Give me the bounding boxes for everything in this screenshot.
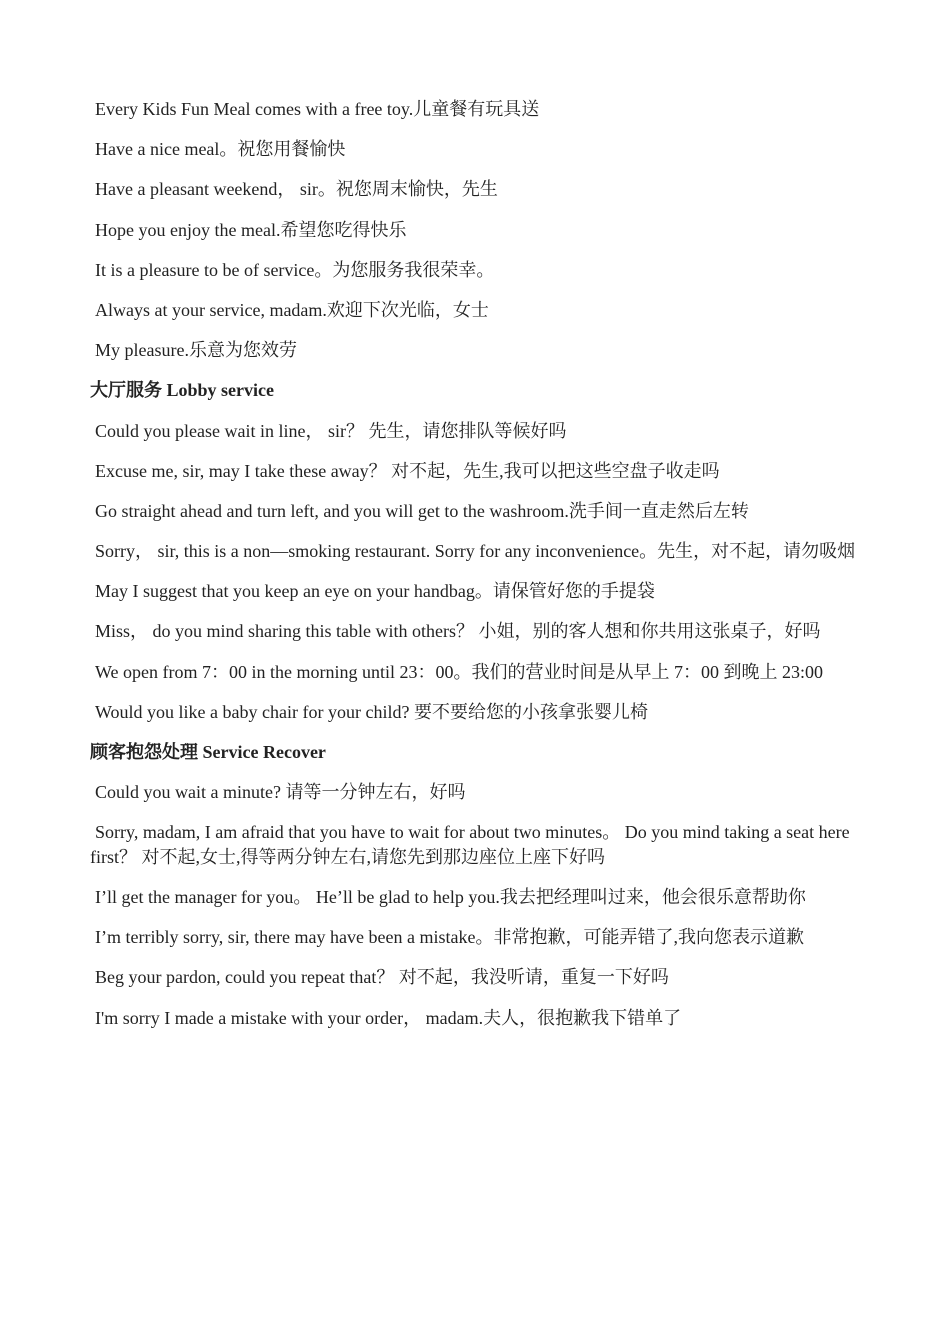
- document-page: [90, 97, 860, 1046]
- phrase-line: Miss， do you mind sharing this table with others？ 小姐，别的客人想和你共用这张桌子，好吗: [95, 621, 821, 642]
- phrase-line: My pleasure.乐意为您效劳: [95, 340, 297, 361]
- phrase-line: Hope you enjoy the meal.希望您吃得快乐: [95, 219, 407, 240]
- phrase-line: Excuse me, sir, may I take these away？ 对不起，先生,我可以把这些空盘子收走吗: [95, 460, 720, 481]
- phrase-line: Sorry, madam, I am afraid that you have to wait for about two minutes。 Do you mind taking a seat here first？ 对不起,女士,得等两分钟左右,请您先到那边座位上座下好吗: [90, 822, 850, 867]
- phrase-line: Have a pleasant weekend， sir。祝您周末愉快，先生: [95, 179, 498, 200]
- phrase-line: We open from 7：00 in the morning until 23：00。我们的营业时间是从早上 7：00 到晚上 23:00: [95, 661, 824, 682]
- phrase-line: Could you wait a minute? 请等一分钟左右，好吗: [95, 782, 466, 803]
- phrase-line: I’ll get the manager for you。 He’ll be glad to help you.我去把经理叫过来，他会很乐意帮助你: [95, 887, 806, 908]
- phrase-line: Beg your pardon, could you repeat that？ 对不起，我没听请，重复一下好吗: [95, 967, 669, 988]
- phrase-line: Always at your service, madam.欢迎下次光临，女士: [95, 299, 489, 320]
- phrase-line: Sorry， sir, this is a non—smoking restaurant. Sorry for any inconvenience。先生，对不起，请勿吸烟: [95, 541, 856, 562]
- phrase-line: It is a pleasure to be of service。为您服务我很荣幸。: [95, 259, 495, 280]
- section-heading-lobby-service: 大厅服务 Lobby service: [90, 380, 274, 401]
- section-heading-service-recover: 顾客抱怨处理 Service Recover: [90, 742, 326, 762]
- phrase-line: I'm sorry I made a mistake with your order， madam.夫人，很抱歉我下错单了: [95, 1007, 682, 1028]
- phrase-line: Go straight ahead and turn left, and you will get to the washroom.洗手间一直走然后左转: [95, 500, 749, 521]
- phrase-line: Would you like a baby chair for your child? 要不要给您的小孩拿张婴儿椅: [95, 701, 648, 722]
- phrase-line: I’m terribly sorry, sir, there may have been a mistake。非常抱歉，可能弄错了,我向您表示道歉: [95, 927, 804, 948]
- phrase-line: May I suggest that you keep an eye on your handbag。请保管好您的手提袋: [95, 581, 655, 602]
- phrase-line: Have a nice meal。祝您用餐愉快: [95, 139, 346, 160]
- phrase-line: Could you please wait in line， sir？ 先生，请您排队等候好吗: [95, 420, 567, 441]
- phrase-line: Every Kids Fun Meal comes with a free toy.儿童餐有玩具送: [95, 99, 540, 119]
